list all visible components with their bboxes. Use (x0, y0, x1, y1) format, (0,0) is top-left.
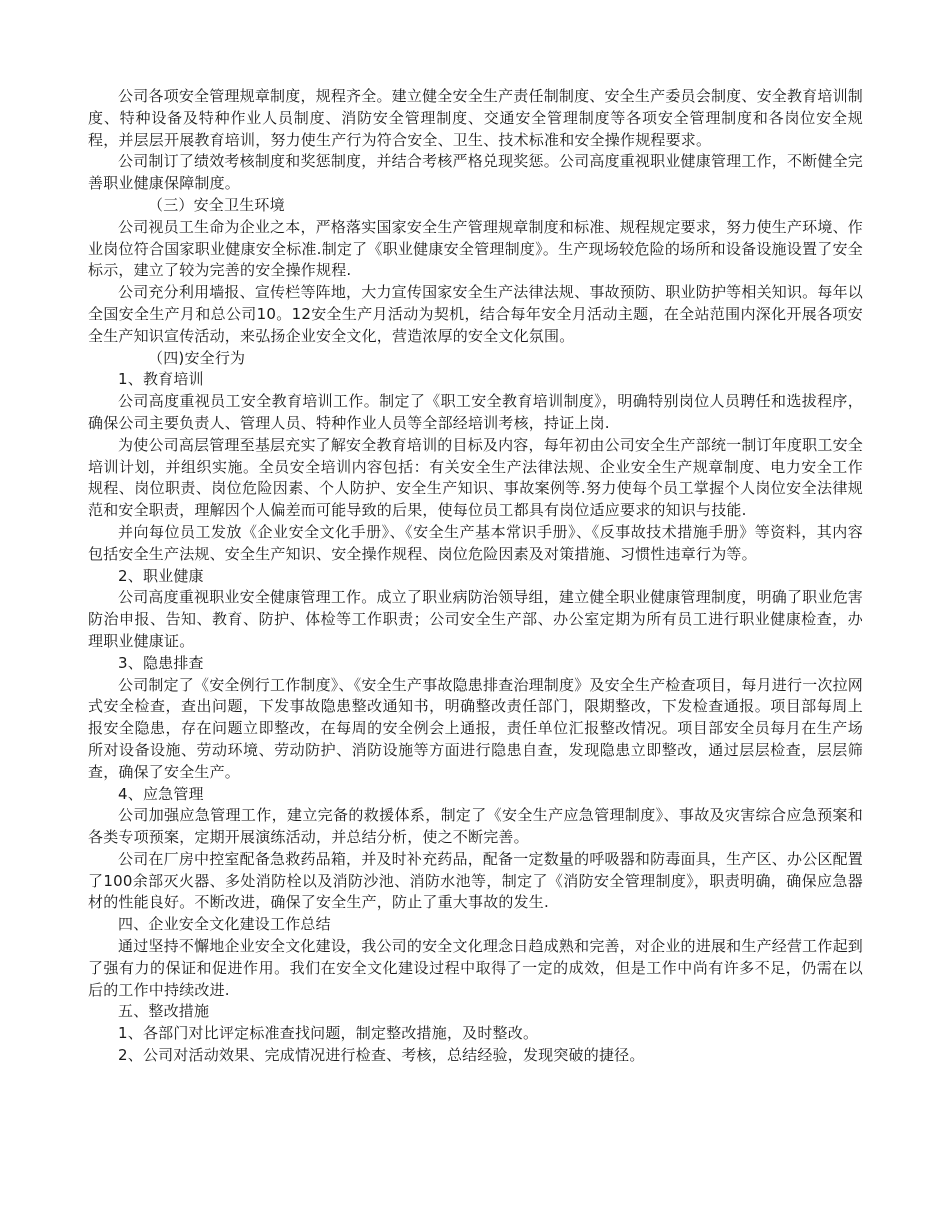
document-body (88, 86, 863, 1067)
subsection-heading: 1、教育培训 (118, 370, 204, 389)
paragraph: 并向每位员工发放《企业安全文化手册》、《安全生产基本常识手册》、《反事故技术措施手册》等资料，其内容包括安全生产法规、安全生产知识、安全操作规程、岗位危险因素及对策措施、习惯性违章行为等。 (88, 522, 863, 563)
paragraph: 公司视员工生命为企业之本，严格落实国家安全生产管理规章制度和标准、规程规定要求，努力使生产环境、作业岗位符合国家职业健康安全标准.制定了《职业健康安全管理制度》。生产现场较危险的场所和设备设施设置了安全标示，建立了较为完善的安全操作规程. (88, 217, 863, 280)
section-heading: （四)安全行为 (148, 348, 246, 367)
paragraph: 公司在厂房中控室配备急救药品箱，并及时补充药品，配备一定数量的呼吸器和防毒面具，生产区、办公区配置了100余部灭火器、多处消防栓以及消防沙池、消防水池等，制定了《消防安全管理制度》，职责明确，确保应急器材的性能良好。不断改进，确保了安全生产，防止了重大事故的发生. (88, 849, 863, 912)
list-item: 1、各部门对比评定标准查找问题，制定整改措施，及时整改。 (118, 1024, 539, 1043)
subsection-heading: 2、职业健康 (118, 566, 204, 585)
paragraph: 为使公司高层管理至基层充实了解安全教育培训的目标及内容，每年初由公司安全生产部统一制订年度职工安全培训计划，并组织实施。全员安全培训内容包括：有关安全生产法律法规、企业安全生产规章制度、电力安全工作规程、岗位职责、岗位危险因素、个人防护、安全生产知识、事故案例等.努力使每个员工掌握个人岗位安全法律规范和安全职责，理解因个人偏差而可能导致的后果，使每位员工都具有岗位适应要求的知识与技能. (88, 435, 863, 520)
subsection-heading: 3、隐患排查 (118, 653, 204, 672)
subsection-heading: 4、应急管理 (118, 784, 204, 803)
paragraph: 公司高度重视职业安全健康管理工作。成立了职业病防治领导组，建立健全职业健康管理制度，明确了职业危害防治申报、告知、教育、防护、体检等工作职责；公司安全生产部、办公室定期为所有员工进行职业健康检查，办理职业健康证。 (88, 588, 863, 650)
paragraph: 公司制订了绩效考核制度和奖惩制度，并结合考核严格兑现奖惩。公司高度重视职业健康管理工作，不断健全完善职业健康保障制度。 (88, 152, 863, 193)
paragraph: 公司高度重视员工安全教育培训工作。制定了《职工安全教育培训制度》，明确特别岗位人员聘任和选拔程序，确保公司主要负责人、管理人员、特种作业人员等全部经培训考核，持证上岗. (88, 392, 863, 432)
paragraph: 公司充分利用墙报、宣传栏等阵地，大力宣传国家安全生产法律法规、事故预防、职业防护等相关知识。每年以全国安全生产月和总公司10。12安全生产月活动为契机，结合每年安全月活动主题，在全站范围内深化开展各项安全生产知识宣传活动，来弘扬企业安全文化，营造浓厚的安全文化氛围。 (88, 283, 863, 345)
chapter-heading: 四、企业安全文化建设工作总结 (118, 915, 331, 934)
list-item: 2、公司对活动效果、完成情况进行检查、考核，总结经验，发现突破的捷径。 (118, 1046, 645, 1065)
paragraph: 公司制定了《安全例行工作制度》、《安全生产事故隐患排查治理制度》及安全生产检查项目，每月进行一次拉网式安全检查，查出问题，下发事故隐患整改通知书，明确整改责任部门，限期整改，下发检查通报。项目部每周上报安全隐患，存在问题立即整改，在每周的安全例会上通报，责任单位汇报整改情况。项目部安全员每月在生产场所对设备设施、劳动环境、劳动防护、消防设施等方面进行隐患自查，发现隐患立即整改，通过层层检查，层层筛查，确保了安全生产。 (88, 675, 864, 781)
paragraph: 通过坚持不懈地企业安全文化建设，我公司的安全文化理念日趋成熟和完善，对企业的进展和生产经营工作起到了强有力的保证和促进作用。我们在安全文化建设过程中取得了一定的成效，但是工作中尚有许多不足，仍需在以后的工作中持续改进. (88, 937, 863, 999)
section-heading: （三）安全卫生环境 (148, 195, 285, 214)
paragraph: 公司加强应急管理工作，建立完备的救援体系，制定了《安全生产应急管理制度》、事故及灾害综合应急预案和各类专项预案，定期开展演练活动，并总结分析，使之不断完善。 (88, 806, 863, 847)
paragraph: 公司各项安全管理规章制度，规程齐全。建立健全安全生产责任制制度、安全生产委员会制度、安全教育培训制度、特种设备及特种作业人员制度、消防安全管理制度、交通安全管理制度等各项安全管理制度和各岗位安全规程，并层层开展教育培训，努力使生产行为符合安全、卫生、技术标准和安全操作规程要求。 (88, 87, 863, 149)
chapter-heading: 五、整改措施 (118, 1002, 210, 1021)
